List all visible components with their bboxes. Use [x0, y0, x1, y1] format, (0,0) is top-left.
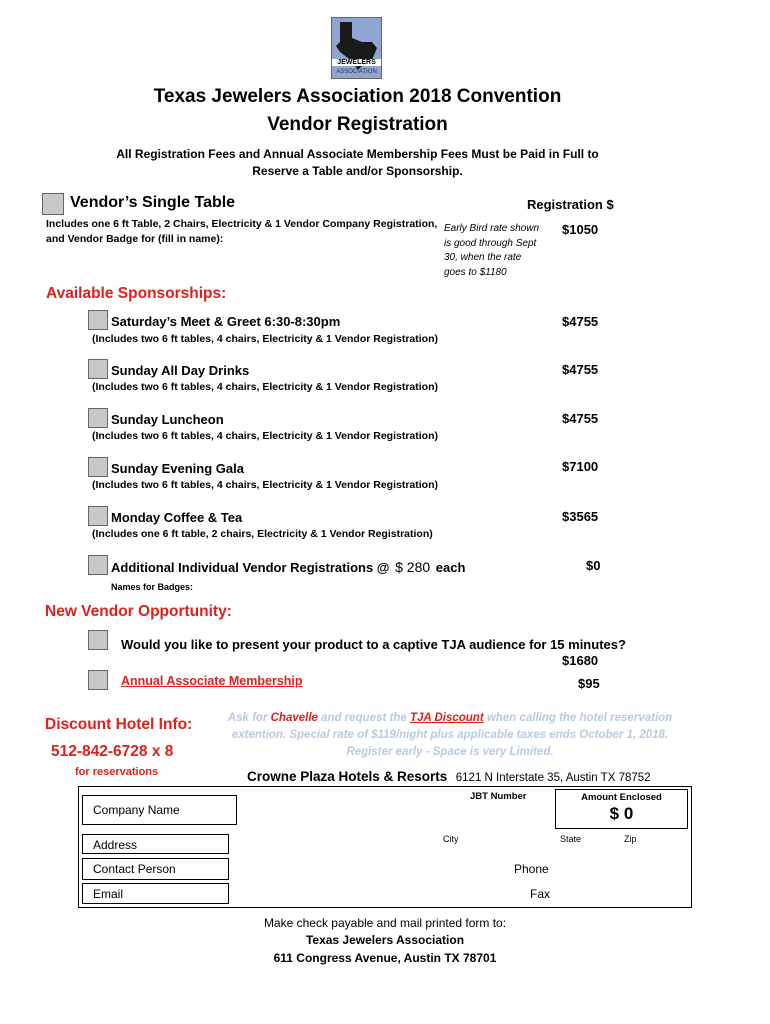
- new-vendor-heading: New Vendor Opportunity:: [45, 603, 232, 620]
- amount-enclosed-box[interactable]: [555, 789, 688, 829]
- sponsorship-desc-coffee-tea: (Includes one 6 ft table, 2 chairs, Electricity & 1 Vendor Registration): [92, 528, 433, 540]
- sponsorship-price-luncheon: $4755: [562, 411, 599, 426]
- sponsorships-heading: Available Sponsorships:: [46, 285, 227, 302]
- early-bird-line3: 30, when the rate: [444, 252, 522, 263]
- sponsorship-desc-meet-greet: (Includes two 6 ft tables, 4 chairs, Electricity & 1 Vendor Registration): [92, 333, 439, 345]
- amount-enclosed-label: Amount Enclosed: [581, 792, 662, 803]
- sponsorship-checkbox-luncheon[interactable]: [88, 408, 108, 428]
- hotel-reservations: for reservations: [75, 766, 159, 778]
- early-bird-note: [444, 222, 539, 280]
- contact-person-field[interactable]: Contact Person: [82, 858, 229, 880]
- additional-registrations-price: $0: [586, 558, 601, 573]
- phone-label[interactable]: Phone: [514, 862, 549, 876]
- names-for-badges-label: Names for Badges:: [111, 582, 194, 592]
- sponsorship-checkbox-evening-gala[interactable]: [88, 457, 108, 477]
- registration-header: Registration $: [527, 197, 614, 212]
- vendor-table-price: $1050: [562, 222, 599, 237]
- city-label: City: [443, 834, 459, 844]
- hotel-name: Crowne Plaza Hotels & Resorts: [247, 769, 448, 784]
- tja-logo: [331, 17, 382, 79]
- additional-registrations-each: each: [435, 560, 466, 575]
- email-field[interactable]: Email: [82, 883, 229, 904]
- presentation-question: Would you like to present your product to a captive TJA audience for 15 minutes?: [121, 637, 626, 652]
- mail-instructions: Make check payable and mail printed form to:: [263, 916, 507, 930]
- hotel-name-address: [247, 768, 651, 786]
- hotel-note-line2: extention. Special rate of $119/night plus applicable taxes ends October 1, 2018.: [231, 729, 669, 741]
- presentation-price: $1680: [562, 653, 599, 668]
- sponsorship-price-all-day-drinks: $4755: [562, 362, 599, 377]
- vendor-table-desc1: Includes one 6 ft Table, 2 Chairs, Electricity & 1 Vendor Company Registration,: [46, 218, 438, 230]
- sponsorship-label-all-day-drinks: Sunday All Day Drinks: [111, 363, 250, 378]
- membership-price: $95: [578, 676, 600, 691]
- payment-notice-line1: All Registration Fees and Annual Associate Membership Fees Must be Paid in Full to: [116, 147, 599, 161]
- amount-enclosed-value: $ 0: [609, 804, 634, 823]
- sponsorship-desc-evening-gala: (Includes two 6 ft tables, 4 chairs, Electricity & 1 Vendor Registration): [92, 479, 439, 491]
- hotel-note-line1: [210, 712, 690, 724]
- vendor-table-checkbox[interactable]: [42, 193, 64, 215]
- sponsorship-price-meet-greet: $4755: [562, 314, 599, 329]
- sponsorship-desc-all-day-drinks: (Includes two 6 ft tables, 4 chairs, Electricity & 1 Vendor Registration): [92, 381, 439, 393]
- company-name-field[interactable]: Company Name: [82, 795, 237, 825]
- additional-registrations-rate[interactable]: $ 280: [395, 559, 431, 575]
- hotel-note-line3: Register early - Space is very Limited.: [346, 746, 554, 758]
- early-bird-line1: Early Bird rate shown: [444, 223, 540, 234]
- presentation-checkbox[interactable]: [88, 630, 108, 650]
- page-subtitle: Vendor Registration: [267, 114, 448, 135]
- sponsorship-price-evening-gala: $7100: [562, 459, 599, 474]
- sponsorship-desc-luncheon: (Includes two 6 ft tables, 4 chairs, Electricity & 1 Vendor Registration): [92, 430, 439, 442]
- page-title: Texas Jewelers Association 2018 Convention: [153, 86, 562, 107]
- hotel-note-calling: when calling the hotel reservation: [483, 712, 673, 724]
- additional-registrations-text: Additional Individual Vendor Registrations @: [111, 560, 390, 575]
- state-label: State: [560, 834, 582, 844]
- jbt-number-label: JBT Number: [470, 791, 527, 802]
- sponsorship-checkbox-all-day-drinks[interactable]: [88, 359, 108, 379]
- hotel-address: 6121 N Interstate 35, Austin TX 78752: [455, 772, 651, 784]
- sponsorship-label-evening-gala: Sunday Evening Gala: [111, 461, 244, 476]
- sponsorship-checkbox-meet-greet[interactable]: [88, 310, 108, 330]
- hotel-note-ask: Ask for: [227, 712, 271, 724]
- early-bird-line2: is good through Sept: [444, 237, 537, 249]
- sponsorship-label-meet-greet: Saturday’s Meet & Greet 6:30-8:30pm: [111, 314, 341, 329]
- fax-label[interactable]: Fax: [530, 887, 551, 901]
- mail-address: 611 Congress Avenue, Austin TX 78701: [273, 951, 497, 965]
- membership-checkbox[interactable]: [88, 670, 108, 690]
- hotel-heading: Discount Hotel Info:: [45, 716, 193, 733]
- additional-registrations-label: [111, 559, 465, 575]
- additional-registrations-checkbox[interactable]: [88, 555, 108, 575]
- sponsorship-price-coffee-tea: $3565: [562, 509, 599, 524]
- membership-label: Annual Associate Membership: [121, 674, 303, 688]
- early-bird-line4: goes to $1180: [444, 266, 507, 278]
- logo-text-jewelers: JEWELERS: [332, 59, 381, 66]
- logo-text-association: ASSOCIATION: [336, 69, 377, 75]
- address-field[interactable]: Address: [82, 834, 229, 854]
- payment-notice-line2: Reserve a Table and/or Sponsorship.: [252, 164, 463, 178]
- sponsorship-checkbox-coffee-tea[interactable]: [88, 506, 108, 526]
- vendor-table-desc2: and Vendor Badge for (fill in name):: [46, 233, 224, 245]
- zip-label: Zip: [624, 834, 637, 844]
- hotel-note-contact: Chavelle: [270, 712, 318, 724]
- hotel-phone: 512-842-6728 x 8: [51, 743, 174, 760]
- hotel-note-discount: TJA Discount: [409, 712, 484, 724]
- hotel-note-request: and request the: [317, 712, 410, 724]
- vendor-table-label: Vendor’s Single Table: [70, 194, 236, 211]
- mail-recipient: Texas Jewelers Association: [305, 933, 465, 947]
- sponsorship-label-luncheon: Sunday Luncheon: [111, 412, 224, 427]
- sponsorship-label-coffee-tea: Monday Coffee & Tea: [111, 510, 243, 525]
